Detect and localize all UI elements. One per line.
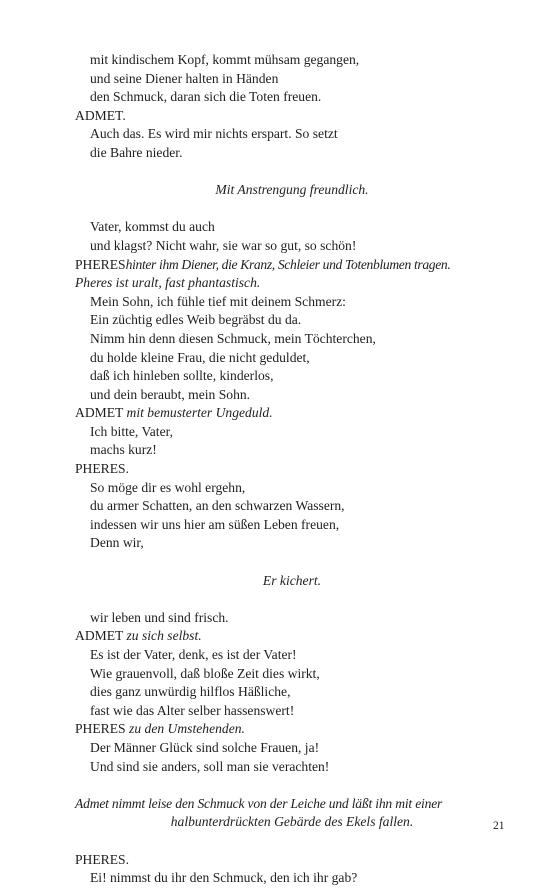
speaker-pheres: PHERES.: [75, 461, 130, 477]
stage-direction-inline: hinter ihm Diener, die Kranz, Schleier und Totenblumen tragen.: [125, 256, 451, 272]
verse-line: Und sind sie anders, soll man sie verachten!: [90, 758, 330, 774]
verse-line: die Bahre nieder.: [90, 144, 183, 160]
stage-direction: Er kichert.: [262, 572, 322, 588]
speaker-name: PHERES: [75, 256, 126, 272]
page-number: 21: [493, 820, 505, 832]
verse-line: Ich bitte, Vater,: [90, 423, 174, 439]
verse-line: fast wie das Alter selber hassenswert!: [90, 702, 295, 718]
verse-line: Denn wir,: [90, 535, 144, 551]
verse-line: So möge dir es wohl ergehn,: [90, 479, 246, 495]
verse-line: Nimm hin denn diesen Schmuck, mein Töchterchen,: [90, 330, 376, 346]
verse-line: daß ich hinleben sollte, kinderlos,: [90, 368, 274, 384]
verse-line: dies ganz unwürdig hilflos Häßliche,: [90, 684, 291, 700]
verse-line: den Schmuck, daran sich die Toten freuen.: [90, 89, 322, 105]
speaker-pheres-with-direction: [75, 256, 515, 275]
stage-direction-inline: mit bemusterter Ungeduld.: [126, 405, 273, 421]
verse-line: Es ist der Vater, denk, es ist der Vater!: [90, 647, 297, 662]
verse-line: du armer Schatten, an den schwarzen Wassern,: [90, 498, 345, 514]
verse-line: und klagst? Nicht wahr, sie war so gut, so schön!: [90, 237, 357, 253]
page-text: [75, 51, 515, 888]
verse-line: Ein züchtig edles Weib begräbst du da.: [90, 312, 302, 328]
verse-line: du holde kleine Frau, die nicht geduldet,: [90, 349, 310, 365]
stage-direction-block-line: halbunterdrückten Gebärde des Ekels fallen.: [170, 814, 414, 830]
verse-line: Auch das. Es wird mir nichts erspart. So setzt: [90, 126, 338, 142]
speaker-name: ADMET: [75, 628, 124, 644]
speaker-admet: ADMET.: [75, 107, 126, 123]
speaker-pheres-with-direction: [75, 720, 515, 739]
stage-direction-inline: zu sich selbst.: [126, 628, 202, 644]
verse-line: und seine Diener halten in Händen: [90, 70, 279, 86]
speaker-admet-with-direction: [75, 404, 515, 423]
stage-direction-inline: zu den Umstehenden.: [129, 721, 245, 737]
verse-line: wir leben und sind frisch.: [90, 609, 229, 625]
verse-line: Der Männer Glück sind solche Frauen, ja!: [90, 739, 320, 755]
verse-line: Wie grauenvoll, daß bloße Zeit dies wirkt,: [90, 665, 320, 681]
stage-direction-block-line: Admet nimmt leise den Schmuck von der Leiche und läßt ihn mit einer: [75, 795, 443, 811]
speaker-name: PHERES: [75, 721, 126, 737]
speaker-admet-with-direction: [75, 627, 515, 646]
verse-line: und dein beraubt, mein Sohn.: [90, 386, 251, 402]
verse-line: indessen wir uns hier am süßen Leben freuen,: [90, 516, 340, 532]
stage-direction: Pheres ist uralt, fast phantastisch.: [75, 275, 261, 291]
verse-line: machs kurz!: [90, 442, 157, 458]
speaker-pheres: PHERES.: [75, 851, 130, 867]
speaker-name: ADMET: [75, 405, 124, 421]
verse-line: mit kindischem Kopf, kommt mühsam gegangen,: [90, 52, 360, 67]
verse-line: Mein Sohn, ich fühle tief mit deinem Schmerz:: [90, 293, 346, 309]
stage-direction: Mit Anstrengung freundlich.: [215, 182, 369, 198]
verse-line: Ei! nimmst du ihr den Schmuck, den ich ihr gab?: [90, 870, 358, 886]
verse-line: Vater, kommst du auch: [90, 219, 215, 235]
